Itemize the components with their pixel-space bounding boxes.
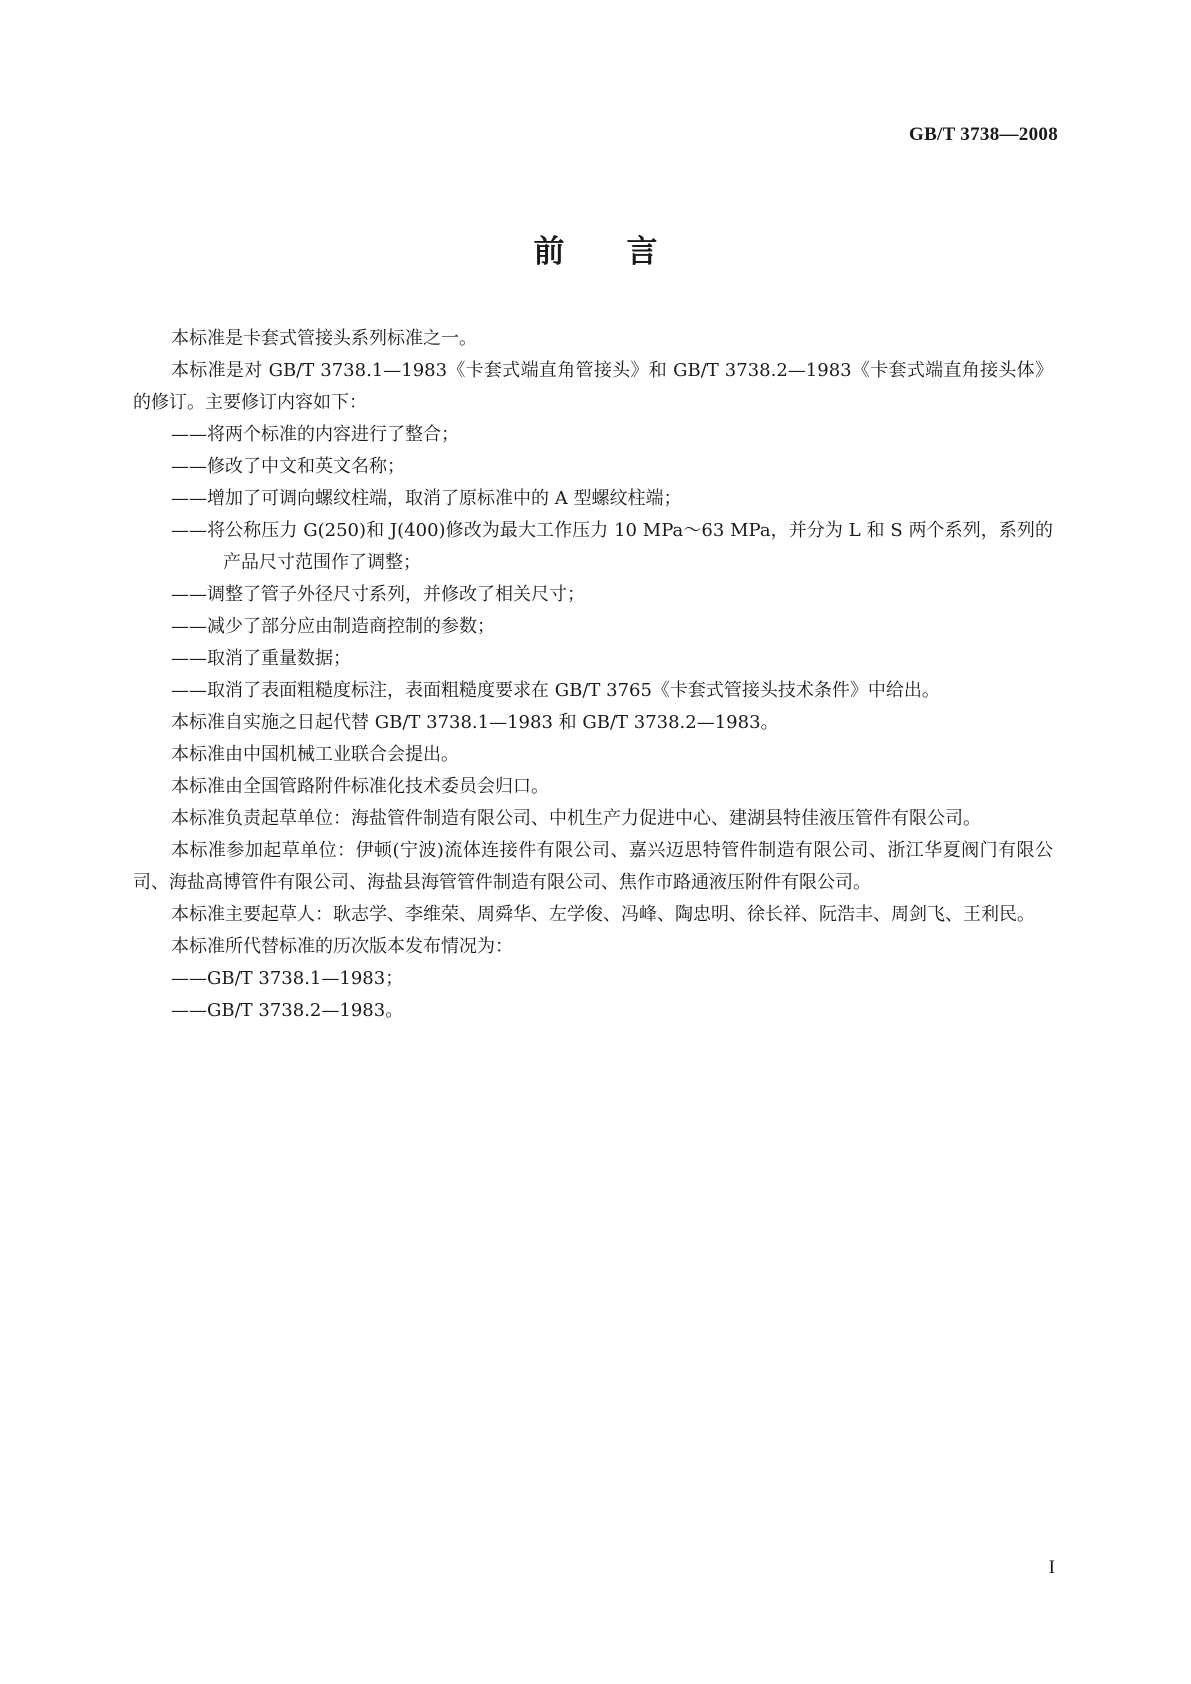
paragraph: 本标准所代替标准的历次版本发布情况为： <box>171 936 513 957</box>
dash-list-item: ——GB/T 3738.2—1983。 <box>171 1000 404 1021</box>
dash-list-item: ——取消了表面粗糙度标注，表面粗糙度要求在 GB/T 3765《卡套式管接头技术条件》中给出。 <box>171 680 940 701</box>
paragraph: 本标准主要起草人：耿志学、李维荣、周舜华、左学俊、冯峰、陶忠明、徐长祥、阮浩丰、周剑飞、王利民。 <box>171 904 1035 925</box>
page-number: I <box>1048 1557 1055 1578</box>
paragraph: 本标准是卡套式管接头系列标准之一。 <box>171 328 477 349</box>
standard-number: GB/T 3738—2008 <box>908 124 1058 145</box>
paragraph: 本标准由中国机械工业联合会提出。 <box>171 744 459 765</box>
foreword-body <box>133 323 1053 1027</box>
dash-list-item: ——将两个标准的内容进行了整合； <box>171 424 459 445</box>
dash-list-item: ——增加了可调向螺纹柱端，取消了原标准中的 A 型螺纹柱端； <box>171 488 682 509</box>
dash-list-item: ——取消了重量数据； <box>171 648 351 669</box>
dash-list-item: ——将公称压力 G(250)和 J(400)修改为最大工作压力 10 MPa～63 MPa，并分为 L 和 S 两个系列，系列的产品尺寸范围作了调整； <box>171 520 1053 573</box>
paragraph: 本标准由全国管路附件标准化技术委员会归口。 <box>171 776 549 797</box>
paragraph: 本标准参加起草单位：伊顿(宁波)流体连接件有限公司、嘉兴迈思特管件制造有限公司、浙江华夏阀门有限公司、海盐高博管件有限公司、海盐县海管管件制造有限公司、焦作市路通液压附件有限公司。 <box>133 840 1053 893</box>
dash-list-item: ——减少了部分应由制造商控制的参数； <box>171 616 495 637</box>
paragraph: 本标准是对 GB/T 3738.1—1983《卡套式端直角管接头》和 GB/T 3738.2—1983《卡套式端直角接头体》的修订。主要修订内容如下： <box>133 360 1053 413</box>
paragraph: 本标准负责起草单位：海盐管件制造有限公司、中机生产力促进中心、建湖县特佳液压管件有限公司。 <box>171 808 981 829</box>
page-title: 前言 <box>533 234 720 270</box>
dash-list-item: ——调整了管子外径尺寸系列，并修改了相关尺寸； <box>171 584 585 605</box>
paragraph: 本标准自实施之日起代替 GB/T 3738.1—1983 和 GB/T 3738.2—1983。 <box>171 712 779 733</box>
dash-list-item: ——GB/T 3738.1—1983； <box>171 968 404 989</box>
dash-list-item: ——修改了中文和英文名称； <box>171 456 405 477</box>
